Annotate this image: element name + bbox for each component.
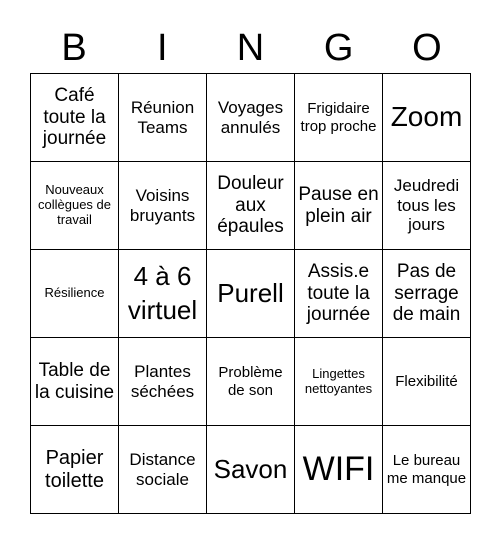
- bingo-cell-r0-c2[interactable]: [207, 74, 295, 162]
- cell-text: Réunion Teams: [130, 97, 195, 137]
- bingo-cell-r3-c0[interactable]: [31, 338, 119, 426]
- cell-text: 4 à 6 virtuel: [127, 260, 198, 325]
- bingo-cell-r4-c2[interactable]: [207, 426, 295, 514]
- bingo-cell-r0-c3[interactable]: [295, 74, 383, 162]
- bingo-cell-r4-c4[interactable]: [383, 426, 471, 514]
- cell-text: Table de la cuisine: [34, 359, 115, 403]
- cell-text: Flexibilité: [395, 372, 458, 390]
- bingo-cell-r2-c3[interactable]: [295, 250, 383, 338]
- header-letter-g: G: [323, 27, 354, 69]
- header-letter-i: I: [157, 27, 168, 69]
- cell-text: WIFI: [302, 449, 375, 488]
- bingo-cell-r2-c0[interactable]: [31, 250, 119, 338]
- cell-text: Douleur aux épaules: [217, 172, 284, 238]
- cell-text: Voyages annulés: [217, 97, 284, 137]
- cell-text: Purell: [217, 277, 284, 308]
- cell-text: Problème de son: [218, 364, 283, 399]
- bingo-cell-r1-c0[interactable]: [31, 162, 119, 250]
- cell-text: Savon: [213, 453, 288, 484]
- bingo-cell-r2-c4[interactable]: [383, 250, 471, 338]
- bingo-cell-r0-c1[interactable]: [119, 74, 207, 162]
- cell-text: Café toute la journée: [42, 84, 107, 150]
- bingo-cell-r2-c2[interactable]: [207, 250, 295, 338]
- cell-text: Voisins bruyants: [129, 185, 196, 225]
- cell-text: Jeudredi tous les jours: [393, 176, 460, 235]
- cell-text: Le bureau me manque: [386, 452, 467, 487]
- bingo-cell-r4-c0[interactable]: [31, 426, 119, 514]
- header-letter-b: B: [61, 27, 87, 69]
- cell-text: Nouveaux collègues de travail: [38, 182, 111, 227]
- cell-text: Lingettes nettoyantes: [304, 365, 373, 396]
- bingo-cell-r0-c4[interactable]: [383, 74, 471, 162]
- cell-text: Résilience: [44, 285, 105, 301]
- cell-text: Zoom: [390, 101, 463, 133]
- bingo-board: [30, 73, 471, 514]
- bingo-cell-r0-c0[interactable]: [31, 74, 119, 162]
- cell-text: Plantes séchées: [130, 361, 195, 401]
- bingo-cell-r4-c3[interactable]: [295, 426, 383, 514]
- cell-text: Distance sociale: [129, 449, 196, 489]
- header-letter-n: N: [236, 27, 265, 69]
- bingo-cell-r1-c1[interactable]: [119, 162, 207, 250]
- bingo-cell-r1-c3[interactable]: [295, 162, 383, 250]
- cell-text: Papier toilette: [45, 446, 104, 492]
- header-letter-o: O: [412, 27, 442, 69]
- bingo-cell-r4-c1[interactable]: [119, 426, 207, 514]
- bingo-cell-r3-c2[interactable]: [207, 338, 295, 426]
- bingo-cell-r3-c3[interactable]: [295, 338, 383, 426]
- bingo-cell-r1-c4[interactable]: [383, 162, 471, 250]
- cell-text: Assis.e toute la journée: [306, 260, 371, 326]
- cell-text: Pause en plein air: [298, 183, 379, 227]
- cell-text: Frigidaire trop proche: [300, 100, 377, 135]
- bingo-cell-r3-c4[interactable]: [383, 338, 471, 426]
- cell-text: Pas de serrage de main: [392, 260, 461, 326]
- bingo-cell-r1-c2[interactable]: [207, 162, 295, 250]
- bingo-cell-r2-c1[interactable]: [119, 250, 207, 338]
- bingo-header: [30, 22, 471, 74]
- bingo-cell-r3-c1[interactable]: [119, 338, 207, 426]
